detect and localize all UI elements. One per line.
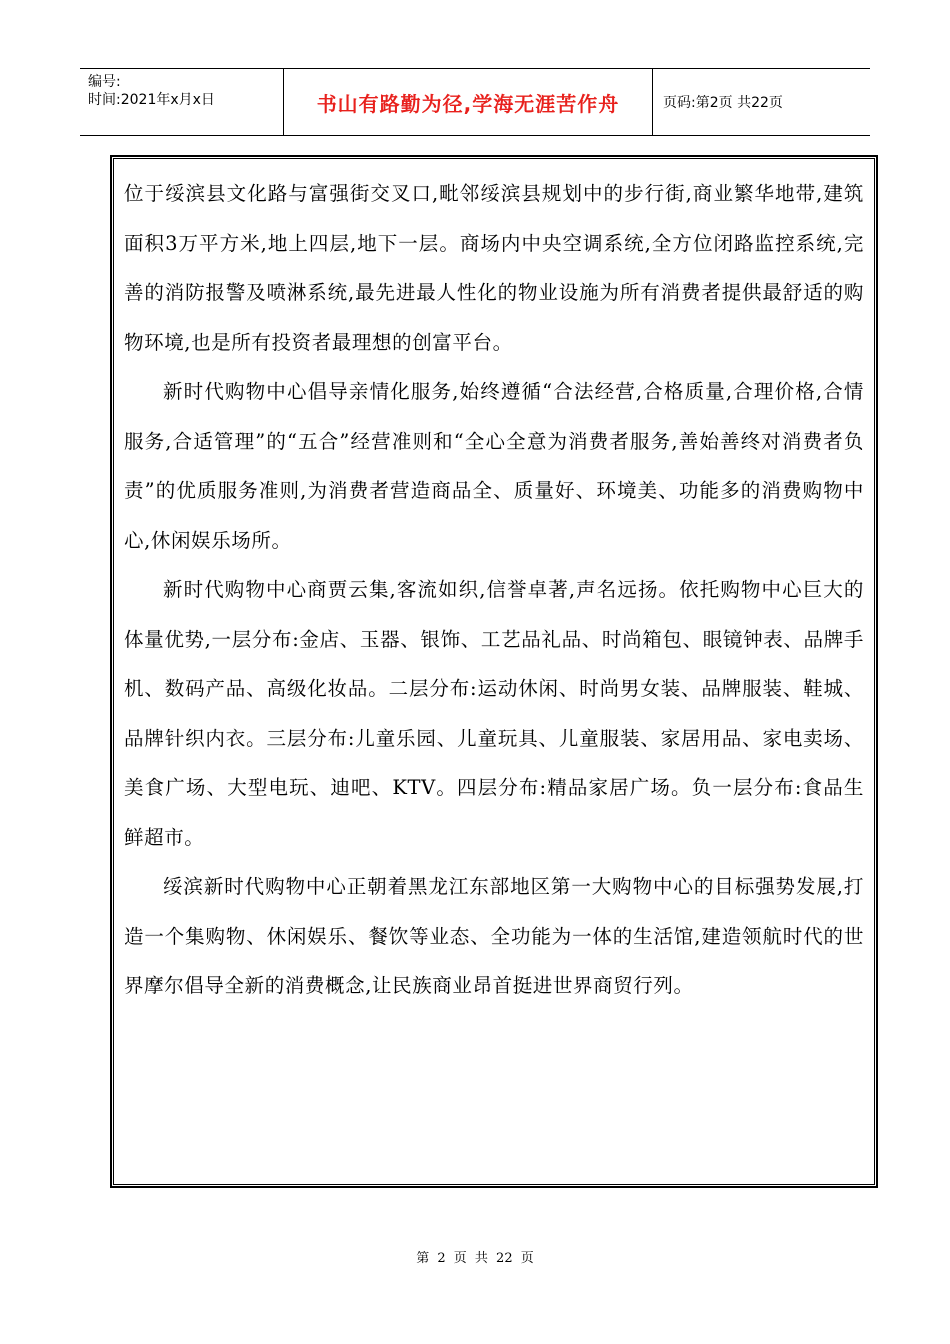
date-label: 时间:2021年x月x日 xyxy=(88,92,215,108)
page-info-text: 页码:第2页 共22页 xyxy=(663,95,783,111)
paragraph: 新时代购物中心商贾云集,客流如织,信誉卓著,声名远扬。依托购物中心巨大的体量优势,一层分布:金店、玉器、银饰、工艺品礼品、时尚箱包、眼镜钟表、品牌手机、数码产品、高级化妆品。二层分布:运动休闲、时尚男女装、品牌服装、鞋城、品牌针织内衣。三层分布:儿童乐园、儿童玩具、儿童服装、家居用品、家电卖场、美食广场、大型电玩、迪吧、KTV。四层分布:精品家居广场。负一层分布:食品生鲜超市。 xyxy=(124,578,864,849)
page-footer xyxy=(0,1247,950,1266)
paragraph: 绥滨新时代购物中心正朝着黑龙江东部地区第一大购物中心的目标强势发展,打造一个集购物、休闲娱乐、餐饮等业态、全功能为一体的生活馆,建造领航时代的世界摩尔倡导全新的消费概念,让民族商业昂首挺进世界商贸行列。 xyxy=(124,875,864,997)
footer-page-number: 第 2 页 共 22 页 xyxy=(416,1251,534,1266)
paragraph: 新时代购物中心倡导亲情化服务,始终遵循“合法经营,合格质量,合理价格,合情服务,合适管理”的“五合”经营准则和“全心全意为消费者服务,善始善终对消费者负责”的优质服务准则,为消费者营造商品全、质量好、环境美、功能多的消费购物中心,休闲娱乐场所。 xyxy=(124,380,864,552)
header-meta xyxy=(80,69,283,135)
header-page-info xyxy=(653,69,870,135)
paragraph: 位于绥滨县文化路与富强街交叉口,毗邻绥滨县规划中的步行街,商业繁华地带,建筑面积3万平方米,地上四层,地下一层。商场内中央空调系统,全方位闭路监控系统,完善的消防报警及喷淋系统,最先进最人性化的物业设施为所有消费者提供最舒适的购物环境,也是所有投资者最理想的创富平台。 xyxy=(124,182,864,354)
document-header xyxy=(80,68,870,136)
content-body xyxy=(124,169,864,1011)
serial-number-label: 编号: xyxy=(88,74,121,90)
motto-text: 书山有路勤为径,学海无涯苦作舟 xyxy=(316,91,620,116)
content-frame xyxy=(110,155,878,1188)
header-motto-cell xyxy=(283,69,653,135)
